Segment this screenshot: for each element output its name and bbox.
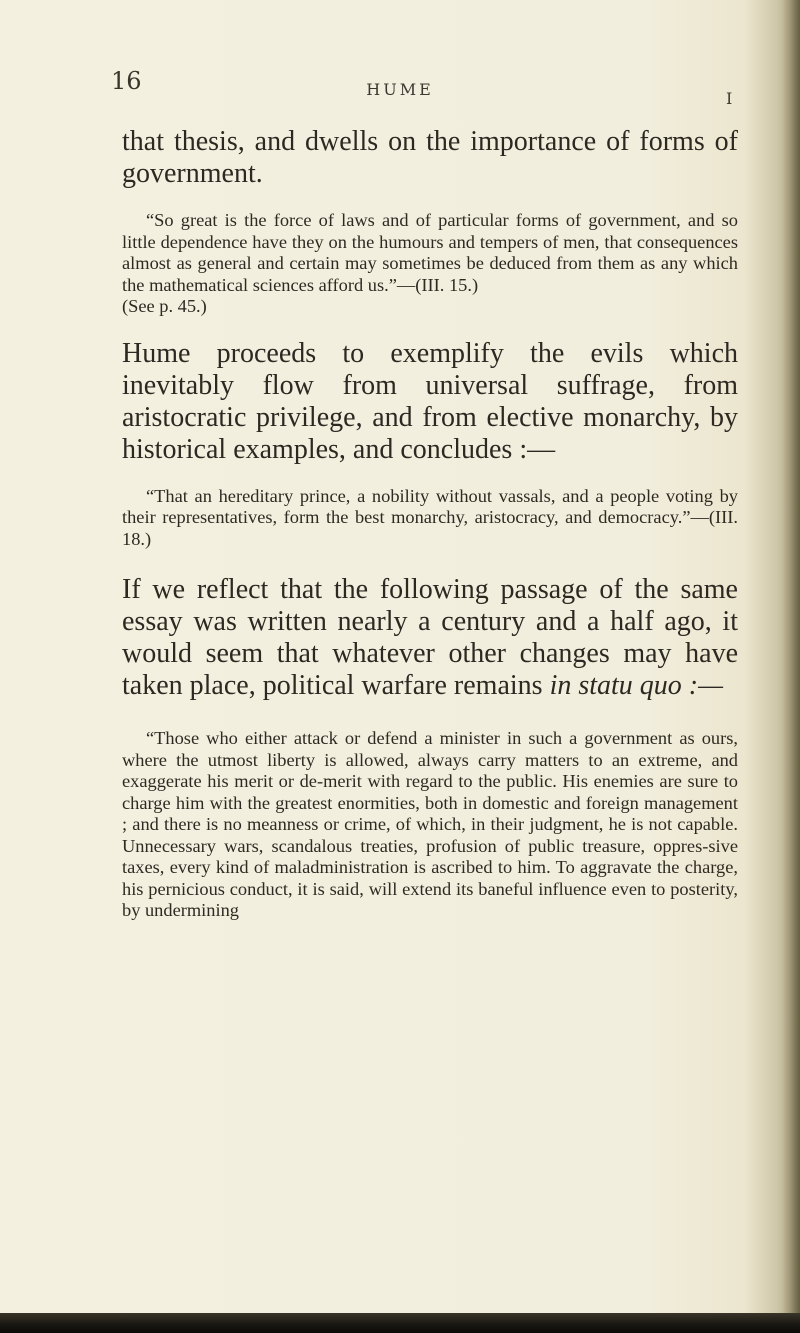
body-paragraph-3	[122, 574, 738, 702]
quote-1-text: “So great is the force of laws and of particular forms of government, and so little dependence have they on the humours and tempers of men, that consequences almost as general and certain may sometimes be deduced from them as any which the mathematical sciences afford us.”—(III. 15.)	[122, 210, 738, 295]
body-paragraph-1: that thesis, and dwells on the importance of forms of government.	[122, 126, 738, 189]
running-head: HUME	[366, 80, 434, 99]
latin-phrase: in statu quo :—	[549, 670, 724, 701]
chapter-mark: I	[726, 89, 733, 108]
quote-1-reference: (See p. 45.)	[122, 296, 207, 316]
page-gutter-shadow	[782, 0, 800, 1333]
quote-2: “That an hereditary prince, a nobility without vassals, and a people voting by their representatives, form the best monarchy, aristocracy, and democracy.”—(III. 18.)	[122, 485, 738, 549]
page-number: 16	[111, 67, 142, 95]
body-paragraph-2: Hume proceeds to exemplify the evils which inevitably flow from universal suffrage, from aristocratic privilege, and from elective monarchy, by historical examples, and concludes :—	[122, 337, 738, 465]
bottom-dark-edge	[0, 1313, 800, 1333]
page-text	[122, 126, 738, 922]
page-header	[0, 0, 800, 110]
body-paragraph-3-text: If we reflect that the following passage of the same essay was written nearly a century and a half ago, it would seem that whatever other changes may have taken place, political warfare remains	[122, 574, 738, 701]
quote-3: “Those who either attack or defend a minister in such a government as ours, where the utmost liberty is allowed, always carry matters to an extreme, and exaggerate his merit or de-merit with regard to the public. His enemies are sure to charge him with the greatest enormities, both in domestic and foreign management ; and there is no meanness or crime, of which, in their judgment, he is not capable. Unnecessary wars, scandalous treaties, profusion of public treasure, oppres-sive taxes, every kind of maladministration is ascribed to him. To aggravate the charge, his pernicious conduct, it is said, will extend its baneful influence even to posterity, by undermining	[122, 728, 738, 920]
quote-1	[122, 210, 738, 318]
